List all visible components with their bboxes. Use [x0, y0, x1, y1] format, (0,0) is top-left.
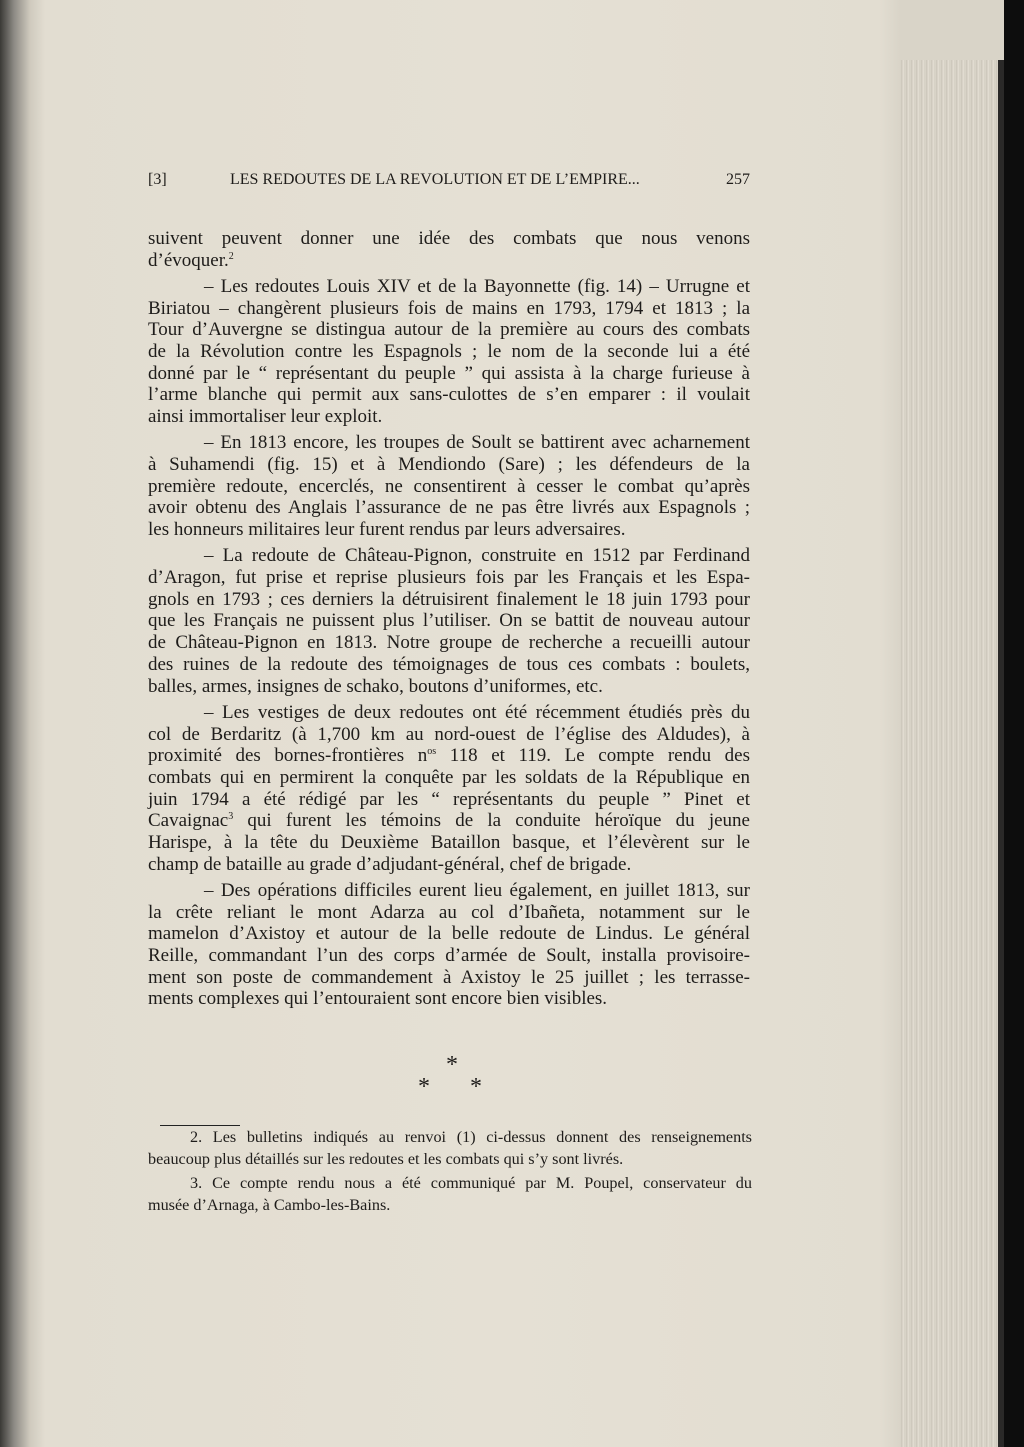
- text-segment: 118 et 119. Le compte rendu des: [436, 745, 751, 767]
- page-number: 257: [726, 171, 750, 188]
- paragraph: [148, 228, 750, 271]
- text-line: Harispe, à la tête du Deuxième Bataillon basque, et l’élevèrent sur le: [148, 831, 750, 853]
- text-line: mamelon d’Axistoy et autour de la belle redoute de Lindus. Le général: [148, 923, 750, 945]
- text-segment: qui furent les témoins de la conduite héroïque du jeune: [233, 810, 750, 832]
- footnote-line: 2. Les bulletins indiqués au renvoi (1) ci-dessus donnent des renseignements: [190, 1128, 752, 1146]
- text-line: – En 1813 encore, les troupes de Soult se battirent avec acharnement: [204, 432, 750, 454]
- text-line: Tour d’Auvergne se distingua autour de la première au cours des combats: [148, 319, 750, 341]
- running-title: LES REDOUTES DE LA REVOLUTION ET DE L’EMPIRE...: [230, 171, 640, 188]
- text-line: – Les vestiges de deux redoutes ont été récemment étudiés près du: [204, 701, 750, 723]
- text-segment: d’évoquer.: [148, 249, 229, 271]
- footnote-rule: [160, 1125, 240, 1126]
- text-segment: Cavaignac: [148, 810, 229, 832]
- text-line: – La redoute de Château-Pignon, construite en 1512 par Ferdinand: [204, 545, 750, 567]
- text-line: – Des opérations difficiles eurent lieu également, en juillet 1813, sur: [204, 879, 750, 901]
- footnote-line: musée d’Arnaga, à Cambo-les-Bains.: [148, 1196, 391, 1215]
- text-line: Reille, commandant l’un des corps d’armée de Soult, installa provisoire-: [148, 944, 750, 966]
- text-line: juin 1794 a été rédigé par les “ représentants du peuple ” Pinet et: [148, 788, 750, 810]
- body-text: [148, 228, 750, 1015]
- text-line: première redoute, encerclés, ne consentirent à cesser le combat qu’après: [148, 475, 750, 497]
- text-line: suivent peuvent donner une idée des combats que nous venons: [148, 228, 750, 249]
- text-segment: proximité des bornes-frontières n: [148, 745, 428, 767]
- text-line: ments complexes qui l’entouraient sont encore bien visibles.: [148, 988, 608, 1010]
- text-line: col de Berdaritz (à 1,700 km au nord-ouest de l’église des Aldudes), à: [148, 723, 750, 745]
- text-line: ment son poste de commandement à Axistoy le 25 juillet ; les terrasse-: [148, 966, 750, 988]
- section-number: [3]: [148, 171, 167, 188]
- text-line: des ruines de la redoute des témoignages de tous ces combats : boulets,: [148, 653, 750, 675]
- text-line: avoir obtenu des Anglais l’assurance de ne pas être livrés aux Espagnols ;: [148, 497, 750, 519]
- text-line: l’arme blanche qui permit aux sans-culottes de s’en emparer : il voulait: [148, 384, 750, 406]
- text-line: de Château-Pignon en 1813. Notre groupe de recherche a recueilli autour: [148, 632, 750, 654]
- text-line: les honneurs militaires leur furent rendus par leurs adversaires.: [148, 519, 626, 541]
- text-line: ainsi immortaliser leur exploit.: [148, 406, 383, 428]
- text-line: Biriatou – changèrent plusieurs fois de mains en 1793, 1794 et 1813 ; la: [148, 297, 750, 319]
- paragraph: [148, 880, 750, 1010]
- text-line: d’Aragon, fut prise et reprise plusieurs fois par les Français et les Espa-: [148, 567, 750, 589]
- footnote: [148, 1127, 752, 1170]
- text-line: que les Français ne puissent plus l’utiliser. On se battit de nouveau autour: [148, 610, 750, 632]
- footnote-line: beaucoup plus détaillés sur les redoutes et les combats qui s’y sont livrés.: [148, 1149, 624, 1168]
- text-line: combats qui en permirent la conquête par les soldats de la République en: [148, 766, 750, 788]
- footnote-line: 3. Ce compte rendu nous a été communiqué par M. Poupel, conservateur du: [190, 1174, 752, 1193]
- footnotes: [148, 1127, 752, 1220]
- asterisk: *: [418, 1074, 430, 1100]
- paragraph: [148, 432, 750, 540]
- asterisk: *: [470, 1074, 482, 1100]
- text-line: [148, 250, 750, 272]
- paragraph: [148, 702, 750, 876]
- paragraph: [148, 276, 750, 428]
- footnote-marker: 2: [228, 250, 234, 262]
- text-line: la crête reliant le mont Adarza au col d’Ibañeta, notamment sur le: [148, 901, 750, 923]
- paragraph: [148, 545, 750, 697]
- text-line: gnols en 1793 ; ces derniers la détruisirent finalement le 18 juin 1793 pour: [148, 588, 750, 610]
- text-line: [148, 810, 750, 832]
- text-line: [148, 745, 750, 767]
- text-line: à Suhamendi (fig. 15) et à Mendiondo (Sare) ; les défendeurs de la: [148, 454, 750, 476]
- footnote: [148, 1173, 752, 1216]
- asterisk: *: [446, 1052, 458, 1078]
- text-line: de la Révolution contre les Espagnols ; le nom de la seconde lui a été: [148, 341, 750, 363]
- text-line: champ de bataille au grade d’adjudant-général, chef de brigade.: [148, 853, 632, 875]
- footnote-marker: 3: [228, 811, 234, 823]
- footnote-marker: os: [427, 746, 437, 758]
- running-header: [148, 171, 750, 189]
- page-edges: [900, 60, 1004, 1447]
- text-line: balles, armes, insignes de schako, boutons d’uniformes, etc.: [148, 675, 603, 697]
- text-line: donné par le “ représentant du peuple ” qui assista à la charge furieuse à: [148, 362, 750, 384]
- text-line: – Les redoutes Louis XIV et de la Bayonnette (fig. 14) – Urrugne et: [204, 275, 750, 297]
